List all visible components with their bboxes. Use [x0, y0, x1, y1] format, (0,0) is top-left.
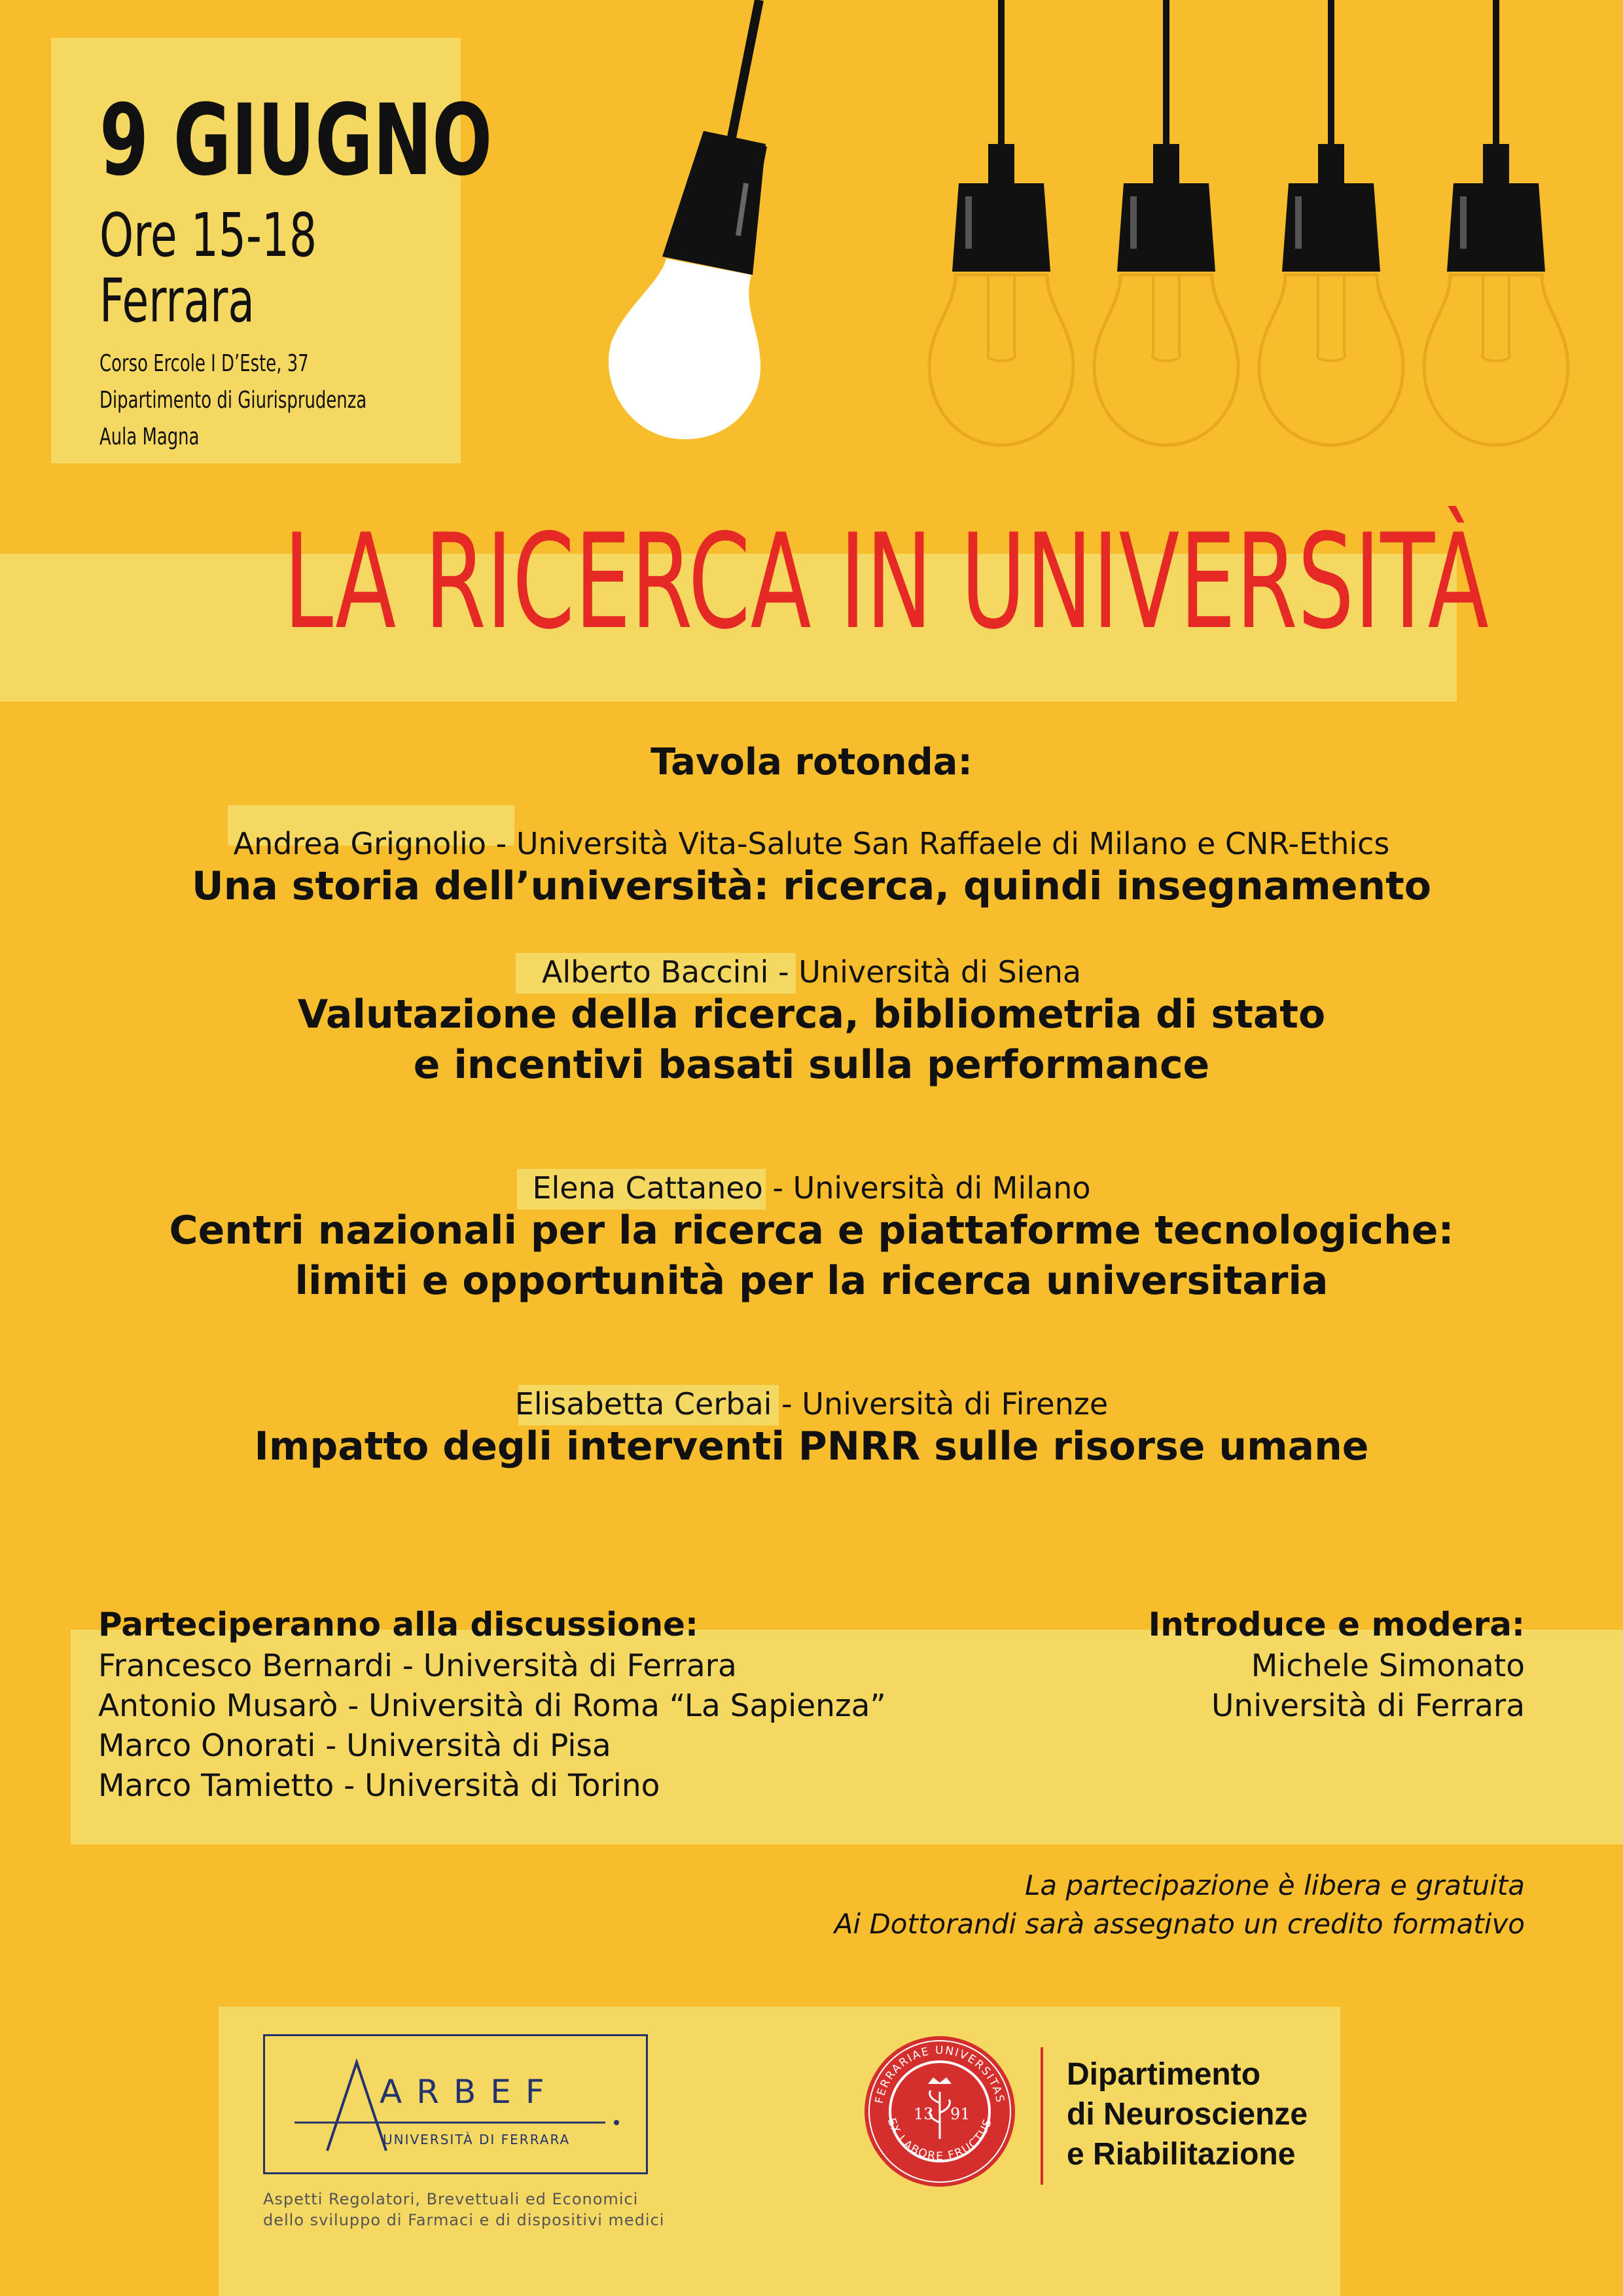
unlit-bulb-icon: [1094, 0, 1238, 445]
svg-text:91: 91: [950, 2105, 971, 2123]
roundtable-heading: Tavola rotonda:: [651, 741, 972, 783]
talk-2: [0, 954, 1623, 1090]
talk-title: Una storia dell’università: ricerca, quindi insegnamento: [191, 863, 1431, 909]
discussant-item: Francesco Bernardi - Università di Ferrara: [98, 1648, 737, 1684]
department-name: [1067, 2055, 1308, 2175]
unlit-bulb-icon: [1259, 0, 1403, 445]
talk-speaker-line: [0, 1386, 1623, 1422]
arbef-caption: [263, 2189, 664, 2231]
event-date: 9 GIUGNO: [99, 84, 493, 198]
talk-speaker-line: [0, 826, 1623, 861]
svg-text:13: 13: [914, 2105, 934, 2123]
event-city: Ferrara: [99, 266, 255, 336]
discussant-item: Marco Tamietto - Università di Torino: [98, 1768, 660, 1804]
moderator: [1149, 1604, 1525, 1726]
university-seal-icon: [863, 2034, 1017, 2189]
talk-title: Impatto degli interventi PNRR sulle risorse umane: [254, 1424, 1369, 1469]
talk-3: [0, 1170, 1623, 1306]
arbef-logo-subtitle: UNIVERSITÀ DI FERRARA: [383, 2132, 571, 2147]
discussant-item: Marco Onorati - Università di Pisa: [98, 1728, 611, 1765]
address-line: Dipartimento di Giurisprudenza: [99, 386, 367, 414]
speaker-affiliation: - Università di Firenze: [772, 1386, 1109, 1422]
department-line: di Neuroscienze: [1067, 2096, 1308, 2132]
department-divider: [1041, 2047, 1043, 2185]
talk-title: limiti e opportunità per la ricerca universitaria: [294, 1257, 1329, 1304]
note-line: Ai Dottorandi sarà assegnato un credito formativo: [834, 1907, 1525, 1940]
speaker-name: Andrea Grignolio: [233, 826, 486, 861]
talk-1: [0, 826, 1623, 912]
talk-speaker-line: [0, 1170, 1623, 1206]
moderator-heading: Introduce e modera:: [1148, 1605, 1525, 1643]
department-line: Dipartimento: [1067, 2057, 1261, 2092]
speaker-name: Elena Cattaneo: [532, 1170, 763, 1206]
discussants-heading: Parteciperanno alla discussione:: [98, 1605, 698, 1643]
speaker-affiliation: - Università Vita-Salute San Raffaele di Milano e CNR-Ethics: [486, 826, 1390, 861]
speaker-affiliation: - Università di Siena: [768, 954, 1082, 990]
talk-4: [0, 1386, 1623, 1472]
unlit-bulb-icon: [1424, 0, 1568, 445]
speaker-affiliation: - Università di Milano: [762, 1170, 1091, 1206]
moderator-affiliation: Università di Ferrara: [1211, 1688, 1525, 1725]
event-time: Ore 15-18: [99, 200, 317, 270]
speaker-name: Elisabetta Cerbai: [514, 1386, 772, 1422]
arbef-caption-line: Aspetti Regolatori, Brevettuali ed Economici: [263, 2190, 639, 2208]
event-address: [99, 346, 492, 455]
address-line: Corso Ercole I D’Este, 37: [99, 350, 309, 377]
talk-speaker-line: [0, 954, 1623, 990]
discussant-item: Antonio Musarò - Università di Roma “La Sapienza”: [98, 1688, 886, 1725]
poster-title: [0, 506, 1623, 658]
speaker-name: Alberto Baccini: [541, 954, 769, 990]
discussants: [98, 1604, 886, 1806]
arbef-logo: [263, 2034, 648, 2174]
unlit-bulb-icon: [929, 0, 1073, 445]
talk-title: e incentivi basati sulla performance: [413, 1041, 1210, 1088]
participation-notes: [834, 1867, 1525, 1944]
arbef-logo-text: ARBEF: [380, 2073, 559, 2111]
talk-title: Centri nazionali per la ricerca e piattaforme tecnologiche:: [169, 1208, 1454, 1253]
talk-title: Valutazione della ricerca, bibliometria di stato: [297, 992, 1326, 1037]
moderator-name: Michele Simonato: [1251, 1648, 1525, 1684]
event-info: [99, 84, 493, 455]
note-line: La partecipazione è libera e gratuita: [1024, 1869, 1525, 1901]
svg-text:EX LABORE FRUCTUS: EX LABORE FRUCTUS: [884, 2116, 995, 2164]
svg-text:FERRARIAE UNIVERSITAS: FERRARIAE UNIVERSITAS: [872, 2043, 1007, 2105]
department-line: e Riabilitazione: [1067, 2136, 1296, 2172]
arbef-caption-line: dello sviluppo di Farmaci e di dispositivi medici: [263, 2211, 665, 2230]
lit-bulb-icon: [609, 0, 767, 439]
poster-title-text: LA RICERCA IN UNIVERSITÀ: [283, 506, 1489, 658]
address-line: Aula Magna: [99, 423, 200, 450]
